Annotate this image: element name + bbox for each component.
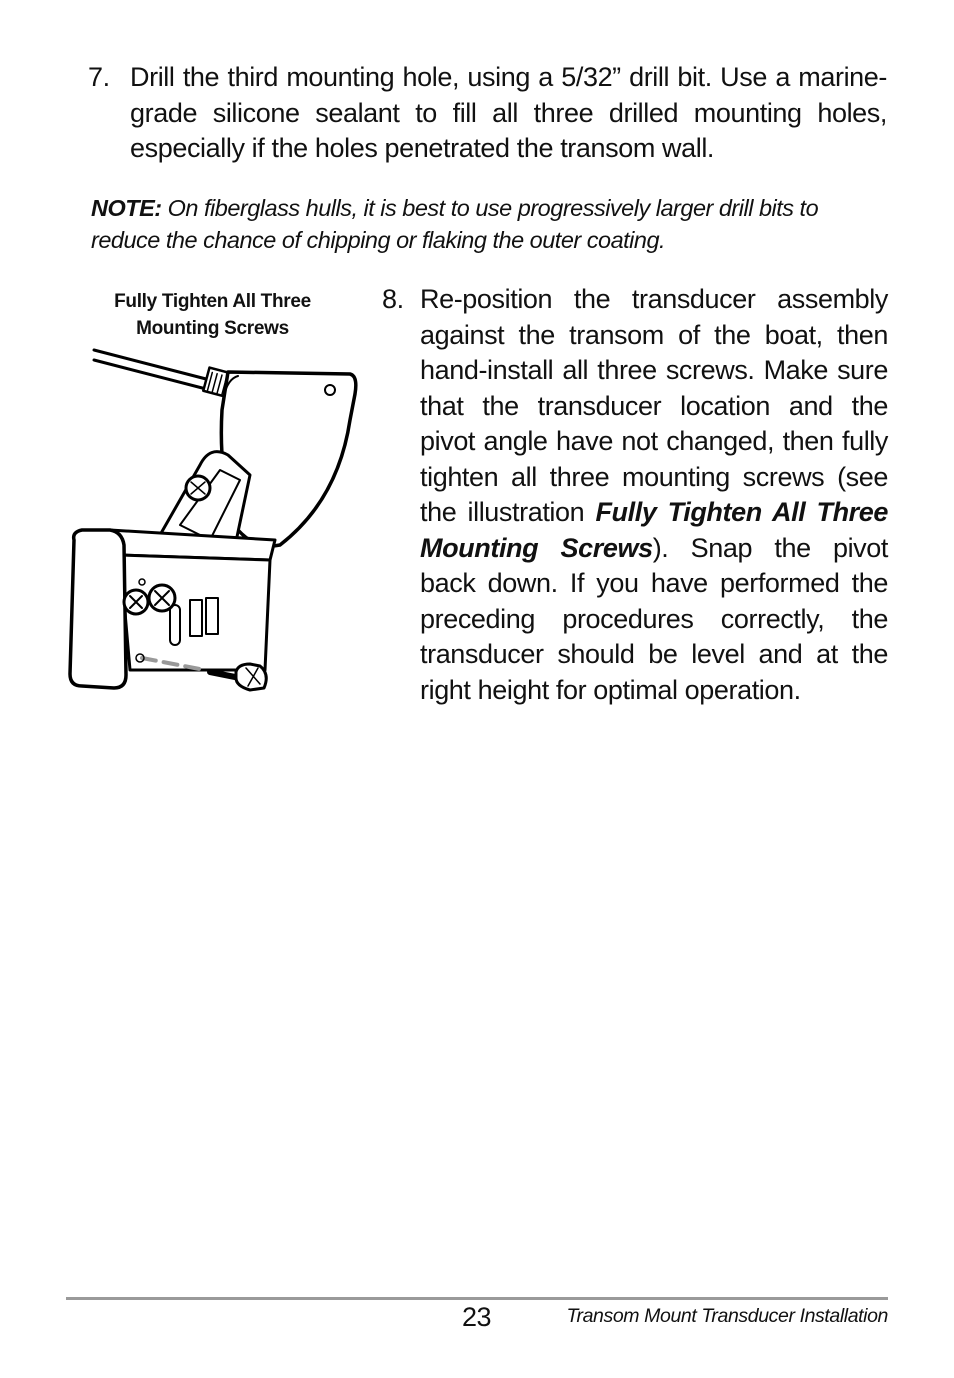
figure-caption — [90, 288, 335, 342]
step-text-before: Re-position the transducer assembly against the transom of the boat, then hand-install all three screws. Make sure that the transducer location and the pivot angle have not changed, then fully tighten all three mounting screws (see the illustration — [420, 284, 888, 527]
caption-line-1: Fully Tighten All Three — [114, 291, 311, 312]
step-text-after: ). Snap the pivot back down. If you have performed the preceding procedures correctly, the transducer should be level and at the right height for optimal operation. — [420, 532, 888, 705]
transom-block — [70, 530, 126, 688]
running-head: Transom Mount Transducer Installation — [566, 1305, 888, 1327]
step-text: Drill the third mounting hole, using a 5/32” drill bit. Use a marine-grade silicone sealant to fill all three drilled mounting holes, especially if the holes penetrated the transom wall. — [130, 62, 887, 163]
note-text: On fiberglass hulls, it is best to use progressively larger drill bits to reduce the chance of chipping or flaking the outer coating. — [91, 195, 819, 253]
transducer-mounting-illustration — [60, 340, 360, 710]
footer-rule — [66, 1297, 888, 1300]
step-text — [420, 282, 888, 708]
note-paragraph — [91, 192, 881, 256]
caption-line-2: Mounting Screws — [136, 318, 289, 339]
figure-reference: Fully Tighten All Three Mounting Screws — [420, 497, 889, 563]
page-number: 23 — [462, 1302, 492, 1332]
note-label: NOTE: — [91, 195, 162, 221]
step-number: 7. — [88, 62, 110, 92]
step-number: 8. — [382, 284, 404, 314]
